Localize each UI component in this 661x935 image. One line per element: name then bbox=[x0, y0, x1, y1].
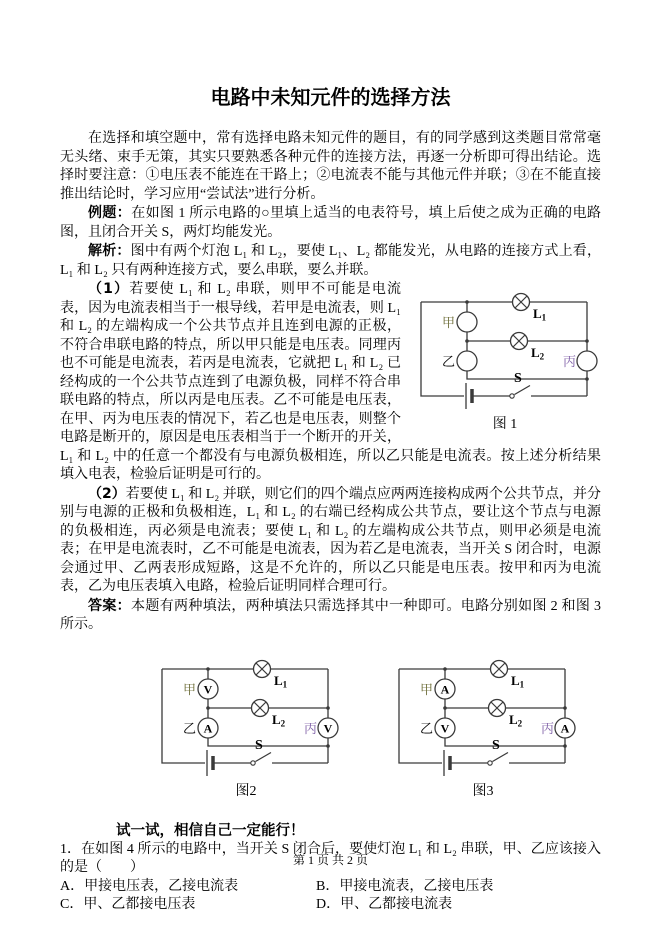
circuit-svg bbox=[150, 651, 342, 783]
point-1-text: 若要使 L₁ 和 L₂ 串联，则甲不可能是电流表，因为电流表相当于一根导线，若甲是电流表，则 L₁ 和 L₂ 的左端构成一个公共节点并且连到电源的正极，不符合串联电路的特点，所以甲只能是电压表。同理丙也不可能是电流表，若丙是电流表，它就把 L₁ 和 L₂ 已经构成的一个公共节点连到了电源负极，同样不符合串联电路的特点，所以丙是电压表。乙不可能是电压表，在甲、丙为电压表的情况下，若乙也是电压表，则整个电路是断开的，原因是电压表相当于一个断开的开关，L₁ 和 L₂ 中的任意一个都没有与电源负极相连，所以乙只能是电流表。按上述分析结果填入电表，检验后证明是可行的。 bbox=[60, 282, 601, 482]
lamp1-label: L1 bbox=[274, 672, 288, 689]
lamp-icon bbox=[513, 294, 530, 311]
meter-jia bbox=[435, 679, 455, 699]
practice-section bbox=[60, 822, 601, 915]
junction-dot bbox=[465, 339, 469, 343]
bing-label: 丙 bbox=[304, 720, 318, 736]
battery-icon bbox=[207, 750, 213, 776]
svg-text:V: V bbox=[440, 721, 450, 735]
figure-3-caption: 图3 bbox=[472, 783, 494, 799]
intro-text: 在选择和填空题中，常有选择电路未知元件的题目，有的同学感到这类题目常常毫无头绪、束手无策，其实只要熟悉各种元件的连接方法，再逐一分析即可得出结论。选择时要注意：①电压表不能连在干路上；②电流表不能与其他元件并联；③在不能直接推出结论时，学习应用“尝试法”进行分析。 bbox=[60, 131, 601, 202]
svg-text:V: V bbox=[203, 682, 213, 696]
junction-dot bbox=[326, 744, 330, 748]
figure-3-diagram bbox=[387, 651, 579, 783]
intro-paragraph bbox=[60, 130, 601, 204]
junction-dot bbox=[465, 300, 469, 304]
meter-bing bbox=[555, 718, 575, 738]
lamp-icon bbox=[511, 333, 528, 350]
switch-icon bbox=[251, 752, 271, 765]
analysis-paragraph bbox=[60, 242, 601, 280]
yi-label: 乙 bbox=[442, 354, 456, 369]
switch-label: S bbox=[492, 737, 500, 753]
meter-yi bbox=[435, 718, 455, 738]
junction-dot bbox=[585, 377, 589, 381]
answer-options bbox=[60, 878, 601, 915]
meter-bing bbox=[318, 718, 338, 738]
meter-jia bbox=[457, 312, 477, 332]
bing-label: 丙 bbox=[541, 720, 555, 736]
answer-text: 本题有两种填法，两种填法只需选择其中一种即可。电路分别如图 2 和图 3 所示。 bbox=[60, 598, 602, 632]
battery-icon bbox=[444, 750, 450, 776]
yi-label: 乙 bbox=[420, 720, 434, 736]
point-1-label: （1） bbox=[88, 281, 130, 297]
point-2-label: （2） bbox=[88, 485, 126, 502]
jia-label: 甲 bbox=[420, 681, 434, 697]
lamp1-label: L1 bbox=[533, 306, 547, 323]
meter-yi bbox=[457, 351, 477, 371]
switch-label: S bbox=[514, 371, 522, 386]
lamp-icon bbox=[252, 699, 269, 716]
example-label: 例题： bbox=[88, 205, 132, 221]
figure-1-diagram bbox=[409, 284, 601, 416]
switch-icon bbox=[488, 752, 508, 765]
junction-dot bbox=[206, 706, 210, 710]
point-2-text: 若要使 L₁ 和 L₂ 并联，则它们的四个端点应两两连接构成两个公共节点，并分别与电源的正极和负极相连，L₁ 和 L₂ 的右端已经构成公共节点，要让这个节点与电源的负极相连，丙必须是电流表；要使 L₁ 和 L₂ 的左端构成公共节点，则甲必须是电流表；在甲是电流表时，乙不可能是电流表，因为若乙是电流表，当开关 S 闭合时，电源会通过甲、乙两表形成短路，这是不允许的，所以乙只能是电压表。按甲和丙为电流表，乙为电压表填入电路，检验后证明同样合理可行。 bbox=[60, 486, 601, 594]
practice-heading: 试一试，相信自己一定能行！ bbox=[116, 822, 305, 839]
answer-label: 答案： bbox=[88, 597, 132, 614]
junction-dot bbox=[206, 667, 210, 671]
meter-yi bbox=[198, 718, 218, 738]
switch-label: S bbox=[255, 737, 263, 753]
option-c: C．甲、乙都接电压表 bbox=[60, 897, 196, 912]
figure-2-caption: 图2 bbox=[235, 783, 257, 799]
junction-dot bbox=[443, 706, 447, 710]
jia-label: 甲 bbox=[442, 315, 456, 330]
svg-text:A: A bbox=[440, 682, 450, 696]
question-1: 1．在如图 4 所示的电路中，当开关 S 闭合后，要使灯泡 L₁ 和 L₂ 串联，甲、乙应该接入的是（ ） bbox=[60, 841, 601, 875]
figure-3 bbox=[387, 651, 579, 800]
lamp2-label: L2 bbox=[509, 711, 523, 728]
page-title: 电路中未知元件的选择方法 bbox=[210, 85, 451, 109]
answer-paragraph bbox=[60, 597, 601, 635]
lamp1-label: L1 bbox=[511, 672, 525, 689]
page-footer: 第 1 页 共 2 页 bbox=[292, 853, 368, 867]
battery-icon bbox=[466, 383, 472, 409]
junction-dot bbox=[326, 706, 330, 710]
lamp-icon bbox=[254, 660, 271, 677]
example-paragraph bbox=[60, 204, 601, 242]
svg-text:A: A bbox=[560, 721, 570, 735]
option-b: B．甲接电流表，乙接电压表 bbox=[316, 878, 494, 894]
bing-label: 丙 bbox=[563, 354, 577, 369]
junction-dot bbox=[585, 339, 589, 343]
figure-1-caption: 图 1 bbox=[492, 417, 518, 432]
svg-text:A: A bbox=[203, 721, 213, 735]
junction-dot bbox=[563, 706, 567, 710]
figure-1 bbox=[409, 284, 601, 433]
meter-jia bbox=[198, 679, 218, 699]
meter-bing bbox=[577, 351, 597, 371]
svg-text:V: V bbox=[323, 721, 333, 735]
figure-2-diagram bbox=[150, 651, 342, 783]
lamp2-label: L2 bbox=[531, 345, 545, 362]
jia-label: 甲 bbox=[183, 681, 197, 697]
circuit-svg bbox=[409, 284, 601, 416]
answer-figures bbox=[60, 651, 601, 800]
lamp-icon bbox=[491, 660, 508, 677]
junction-dot bbox=[563, 744, 567, 748]
figure-2 bbox=[150, 651, 342, 800]
lamp2-label: L2 bbox=[272, 711, 286, 728]
analysis-point-2 bbox=[60, 485, 601, 597]
lamp-icon bbox=[489, 699, 506, 716]
option-d: D．甲、乙都接电流表 bbox=[316, 897, 453, 912]
analysis-text: 图中有两个灯泡 L₁ 和 L₂，要使 L₁、L₂ 都能发光，从电路的连接方式上看，L₁ 和 L₂ 只有两种连接方式，要么串联，要么并联。 bbox=[60, 244, 602, 278]
circuit-svg bbox=[387, 651, 579, 783]
switch-icon bbox=[510, 386, 530, 399]
yi-label: 乙 bbox=[183, 720, 197, 736]
junction-dot bbox=[443, 667, 447, 671]
example-text: 在如图 1 所示电路的○里填上适当的电表符号，填上后使之成为正确的电路图，且闭合开关 S，两灯均能发光。 bbox=[60, 206, 601, 240]
option-a: A．甲接电压表，乙接电流表 bbox=[60, 878, 239, 894]
analysis-label: 解析： bbox=[88, 243, 131, 259]
